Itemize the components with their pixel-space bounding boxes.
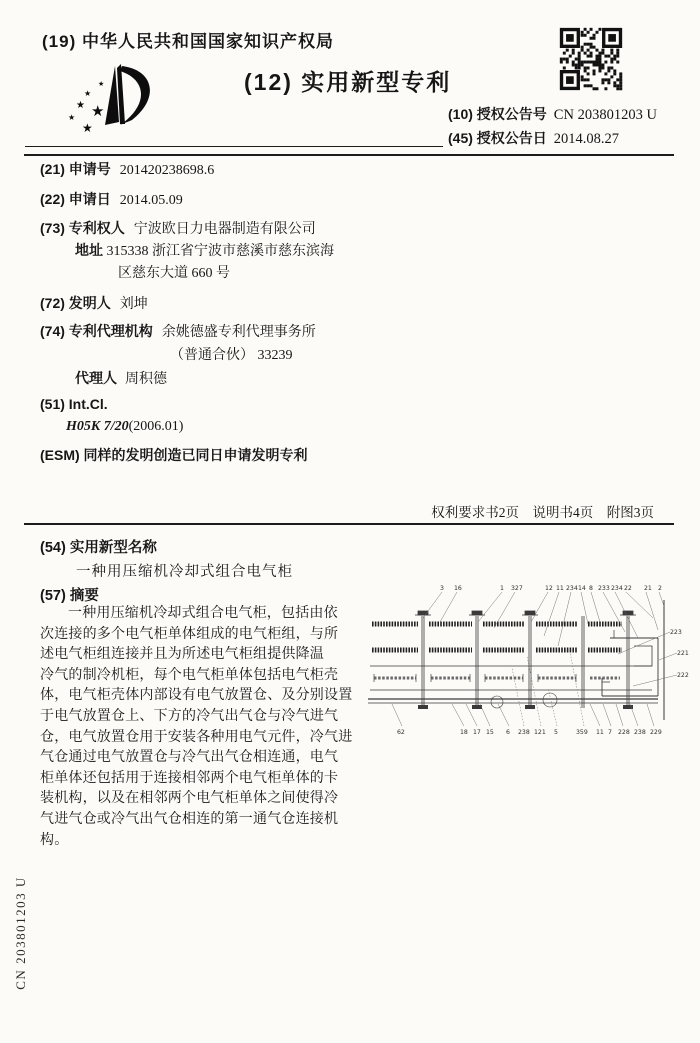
- office-name: (19) 中华人民共和国国家知识产权局: [42, 32, 334, 51]
- figure-label: 238: [518, 729, 530, 736]
- cnipa-emblem-logo: [58, 58, 178, 153]
- figure-label: 229: [650, 729, 662, 736]
- figure-label: 233: [598, 585, 610, 592]
- abstract-line: 次连接的多个电气柜单体组成的电气柜组，与所: [40, 626, 339, 642]
- title-section-label: (54) 实用新型名称: [40, 540, 157, 556]
- abstract-line: 仓，电气放置仓用于安装各种用电气元件，冷气进: [40, 729, 353, 745]
- figure-label: 223: [670, 629, 682, 636]
- figure-label: 234: [611, 585, 623, 592]
- pub-number-value: CN 203801203 U: [553, 107, 657, 123]
- header-thin-rule: [25, 146, 443, 147]
- figure-label: 11: [556, 585, 564, 592]
- address-row-2: 区慈东大道 660 号: [118, 266, 230, 281]
- application-number-row: (21) 申请号 201420238698.6: [40, 161, 215, 178]
- abstract-section-label: (57) 摘要: [40, 588, 99, 604]
- svg-text:★: ★: [68, 113, 76, 122]
- pub-number-label: (10) 授权公告号: [448, 106, 547, 122]
- application-date-row: (22) 申请日 2014.05.09: [40, 191, 183, 208]
- figure-label: 238: [634, 729, 646, 736]
- svg-text:★: ★: [76, 100, 85, 111]
- pages-info: 权利要求书2页 说明书4页 附图3页: [431, 505, 654, 520]
- abstract-line: 装机构，以及在相邻两个电气柜单体之间使得冷: [40, 791, 339, 807]
- abstract-line: 气进气仓或冷气出气仓相连的第一通气仓连接机: [40, 811, 339, 827]
- svg-text:★: ★: [82, 121, 93, 135]
- figure-label: 17: [473, 729, 481, 736]
- figure-label: 11: [596, 729, 604, 736]
- patentee-row: (73) 专利权人 宁波欧日力电器制造有限公司: [40, 220, 316, 237]
- intcl-class-row: H05K 7/20(2006.01): [66, 419, 184, 434]
- figure-label: 234: [566, 585, 578, 592]
- svg-text:★: ★: [84, 89, 92, 98]
- section-rule: [24, 523, 674, 525]
- sidebar-publication-number: CN 203801203 U: [13, 876, 28, 990]
- abstract-line: 气仓通过电气放置仓与冷气出气仓相连通，电气: [40, 750, 339, 766]
- figure-label: 16: [454, 585, 462, 592]
- figure-label: 1: [500, 585, 504, 592]
- svg-text:★: ★: [98, 80, 105, 88]
- figure-label: 5: [554, 729, 558, 736]
- pub-date-value: 2014.08.27: [553, 131, 620, 147]
- esm-note-row: (ESM) 同样的发明创造已同日申请发明专利: [40, 447, 308, 463]
- agency-row: (74) 专利代理机构 余姚德盛专利代理事务所: [40, 323, 316, 340]
- figure-label: 62: [397, 729, 405, 736]
- figure-label: 18: [460, 729, 468, 736]
- figure-label: 22: [624, 585, 632, 592]
- qr-code: [556, 24, 626, 99]
- abstract-line: 冷气的制冷机柜，每个电气柜单体包括电气柜壳: [40, 667, 339, 683]
- agency-row-2: （普通合伙） 33239: [170, 348, 293, 363]
- pub-date-label: (45) 授权公告日: [448, 130, 547, 146]
- inventor-row: (72) 发明人 刘坤: [40, 295, 148, 312]
- abstract-line: 于电气放置仓上、下方的冷气出气仓与冷气进气: [40, 708, 339, 724]
- abstract-text: [40, 604, 366, 851]
- patent-title: 一种用压缩机冷却式组合电气柜: [76, 564, 293, 580]
- figure-label: 14: [578, 585, 586, 592]
- abstract-line: 体，电气柜壳体内部设有电气放置仓、及分别设置: [40, 688, 353, 704]
- figure-label: 221: [677, 650, 689, 657]
- figure-label: 6: [506, 729, 510, 736]
- abstract-line: 构。: [40, 832, 69, 848]
- figure-label: 21: [644, 585, 652, 592]
- figure-label: 121: [534, 729, 546, 736]
- figure-label: 228: [618, 729, 630, 736]
- figure-label: 222: [677, 672, 689, 679]
- figure-label: 327: [511, 585, 523, 592]
- figure-label: 15: [486, 729, 494, 736]
- abstract-line: 一种用压缩机冷却式组合电气柜，包括由依: [68, 606, 338, 621]
- intcl-row: (51) Int.Cl.: [40, 396, 108, 412]
- patent-type-title: (12) 实用新型专利: [244, 69, 452, 95]
- figure-label: 2: [658, 585, 662, 592]
- abstract-line: 柜单体还包括用于连接相邻两个电气柜单体的卡: [40, 770, 339, 786]
- figure-label: 359: [576, 729, 588, 736]
- figure-label: 8: [589, 585, 593, 592]
- abstract-line: 述电气柜组连接并且为所述电气柜组提供降温: [40, 647, 324, 663]
- header-rule: [24, 154, 674, 156]
- address-row: 地址 315338 浙江省宁波市慈溪市慈东滨海: [75, 242, 334, 259]
- agent-row: 代理人 周积德: [75, 370, 167, 387]
- figure-label: 12: [545, 585, 553, 592]
- figure-label: 7: [608, 729, 612, 736]
- svg-text:★: ★: [91, 102, 105, 120]
- pub-date-row: [448, 128, 619, 148]
- patent-figure: [362, 578, 694, 751]
- figure-label: 3: [440, 585, 444, 592]
- pub-number-row: [448, 104, 657, 124]
